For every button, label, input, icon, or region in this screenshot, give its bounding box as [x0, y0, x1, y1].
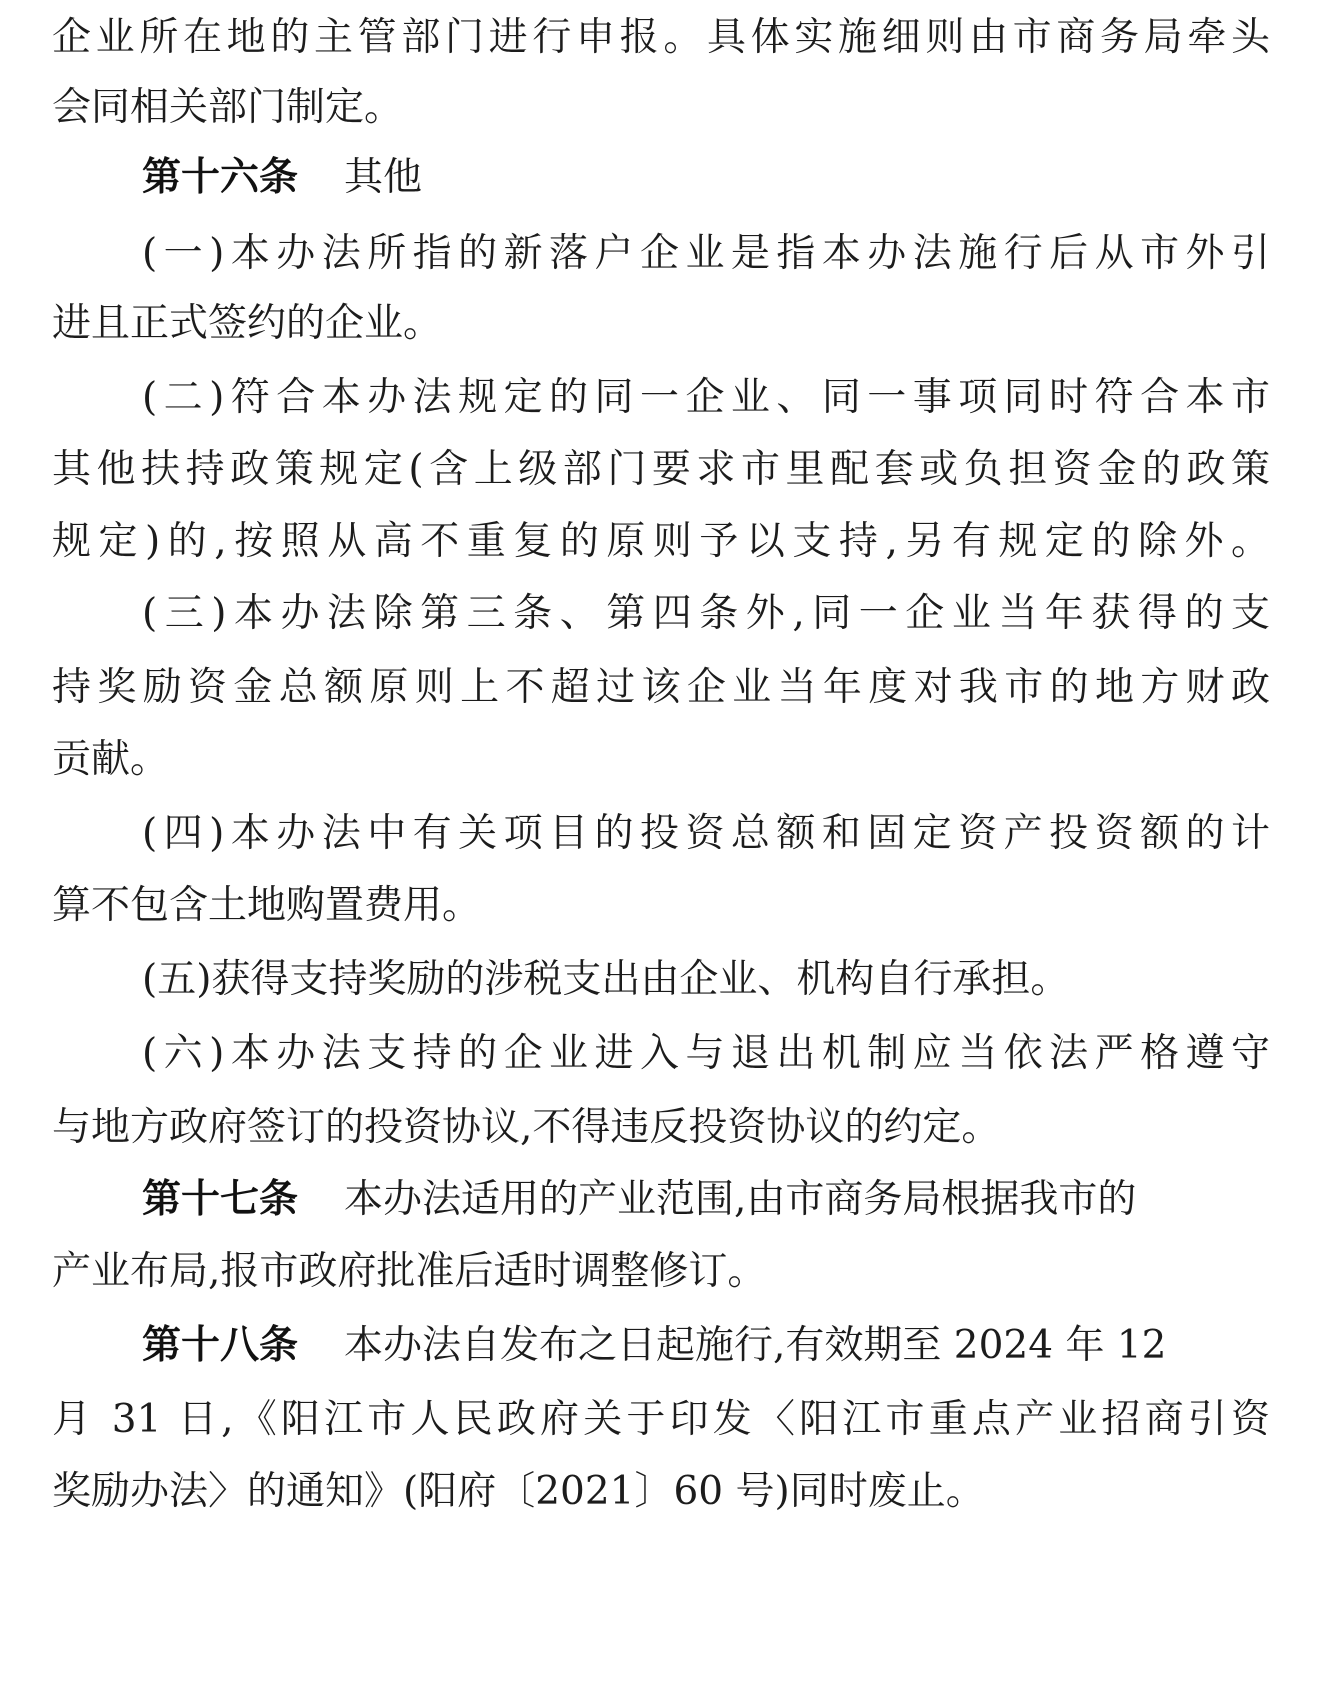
paragraph-line: (六)本办法支持的企业进入与退出机制应当依法严格遵守 — [142, 1031, 1270, 1076]
article-16-title: 其他 — [344, 155, 423, 200]
article-18-first-line — [142, 1318, 1270, 1374]
article-18-number: 第十八条 — [142, 1323, 299, 1368]
paragraph-line: (四)本办法中有关项目的投资总额和固定资产投资额的计 — [142, 811, 1270, 856]
paragraph-line: 与地方政府签订的投资协议,不得违反投资协议的约定。 — [52, 1105, 1001, 1150]
paragraph-line: 其他扶持政策规定(含上级部门要求市里配套或负担资金的政策 — [52, 447, 1270, 492]
article-16-heading-line — [142, 150, 1270, 206]
paragraph-line: 规定)的,按照从高不重复的原则予以支持,另有规定的除外。 — [52, 519, 1270, 564]
article-17-number: 第十七条 — [142, 1177, 299, 1222]
paragraph-line: 奖励办法〉的通知》(阳府〔2021〕60 号)同时废止。 — [52, 1469, 985, 1514]
paragraph-line: 会同相关部门制定。 — [52, 85, 404, 130]
paragraph-line: 月 31 日,《阳江市人民政府关于印发〈阳江市重点产业招商引资 — [52, 1397, 1270, 1442]
paragraph-line: (一)本办法所指的新落户企业是指本办法施行后从市外引 — [142, 231, 1270, 276]
paragraph-line: 进且正式签约的企业。 — [52, 301, 443, 346]
paragraph-line: (五)获得支持奖励的涉税支出由企业、机构自行承担。 — [142, 957, 1070, 1002]
paragraph-line: 算不包含土地购置费用。 — [52, 883, 482, 928]
article-16-number: 第十六条 — [142, 155, 299, 200]
article-18-text: 本办法自发布之日起施行,有效期至 2024 年 12 — [344, 1323, 1167, 1368]
paragraph-line: 企业所在地的主管部门进行申报。具体实施细则由市商务局牵头 — [52, 15, 1270, 60]
paragraph-line: (三)本办法除第三条、第四条外,同一企业当年获得的支 — [142, 591, 1270, 636]
paragraph-line: 持奖励资金总额原则上不超过该企业当年度对我市的地方财政 — [52, 665, 1270, 710]
paragraph-line: 产业布局,报市政府批准后适时调整修订。 — [52, 1249, 767, 1294]
article-17-text: 本办法适用的产业范围,由市商务局根据我市的 — [344, 1177, 1137, 1222]
paragraph-line: 贡献。 — [52, 737, 170, 782]
article-17-first-line — [142, 1172, 1270, 1228]
paragraph-line: (二)符合本办法规定的同一企业、同一事项同时符合本市 — [142, 375, 1270, 420]
